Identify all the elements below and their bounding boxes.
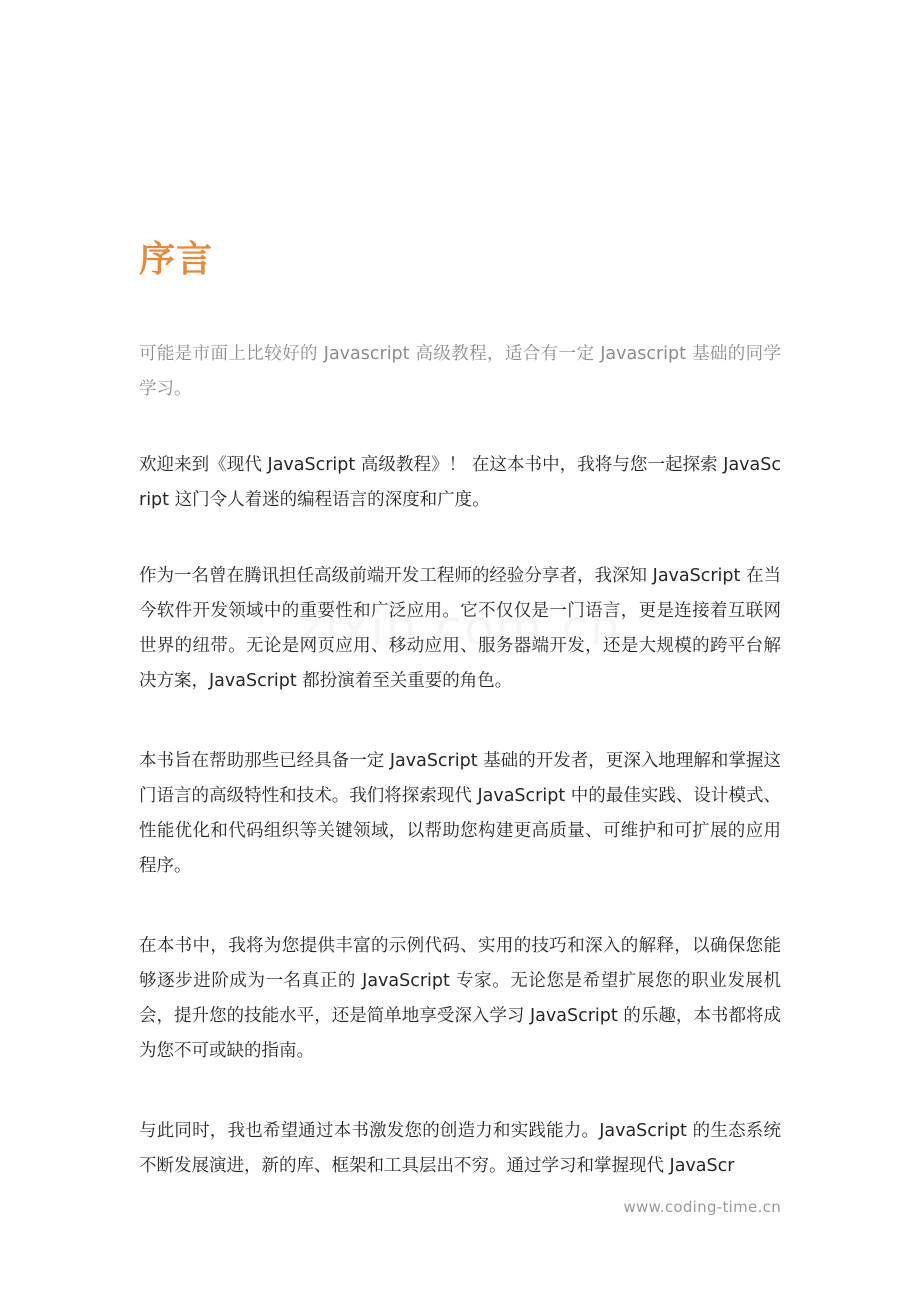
paragraph-4: 在本书中，我将为您提供丰富的示例代码、实用的技巧和深入的解释，以确保您能够逐步进阶成为一名真正的 JavaScript 专家。无论您是希望扩展您的职业发展机会，提升您的技能水平，还是简单地享受深入学习 JavaScript 的乐趣，本书都将成为您不可或缺的指南。	[139, 936, 781, 1061]
footer-url: www.coding-time.cn	[623, 1198, 781, 1216]
paragraph-1: 欢迎来到《现代 JavaScript 高级教程》！ 在这本书中，我将与您一起探索 JavaScript 这门令人着迷的编程语言的深度和广度。	[139, 455, 781, 510]
page-title: 序言	[139, 239, 214, 280]
paragraph-5: 与此同时，我也希望通过本书激发您的创造力和实践能力。JavaScript 的生态系统不断发展演进，新的库、框架和工具层出不穷。通过学习和掌握现代 JavaScr	[139, 1121, 781, 1176]
paragraph-3: 本书旨在帮助那些已经具备一定 JavaScript 基础的开发者，更深入地理解和掌握这门语言的高级特性和技术。我们将探索现代 JavaScript 中的最佳实践、设计模式、性能优化和代码组织等关键领域，以帮助您构建更高质量、可维护和可扩展的应用程序。	[139, 751, 781, 876]
paragraph-2: 作为一名曾在腾讯担任高级前端开发工程师的经验分享者，我深知 JavaScript 在当今软件开发领域中的重要性和广泛应用。它不仅仅是一门语言，更是连接着互联网世界的纽带。无论是网页应用、移动应用、服务器端开发，还是大规模的跨平台解决方案，JavaScript 都扮演着至关重要的角色。	[139, 566, 781, 691]
subtitle-paragraph: 可能是市面上比较好的 Javascript 高级教程，适合有一定 Javascript 基础的同学学习。	[139, 344, 781, 399]
